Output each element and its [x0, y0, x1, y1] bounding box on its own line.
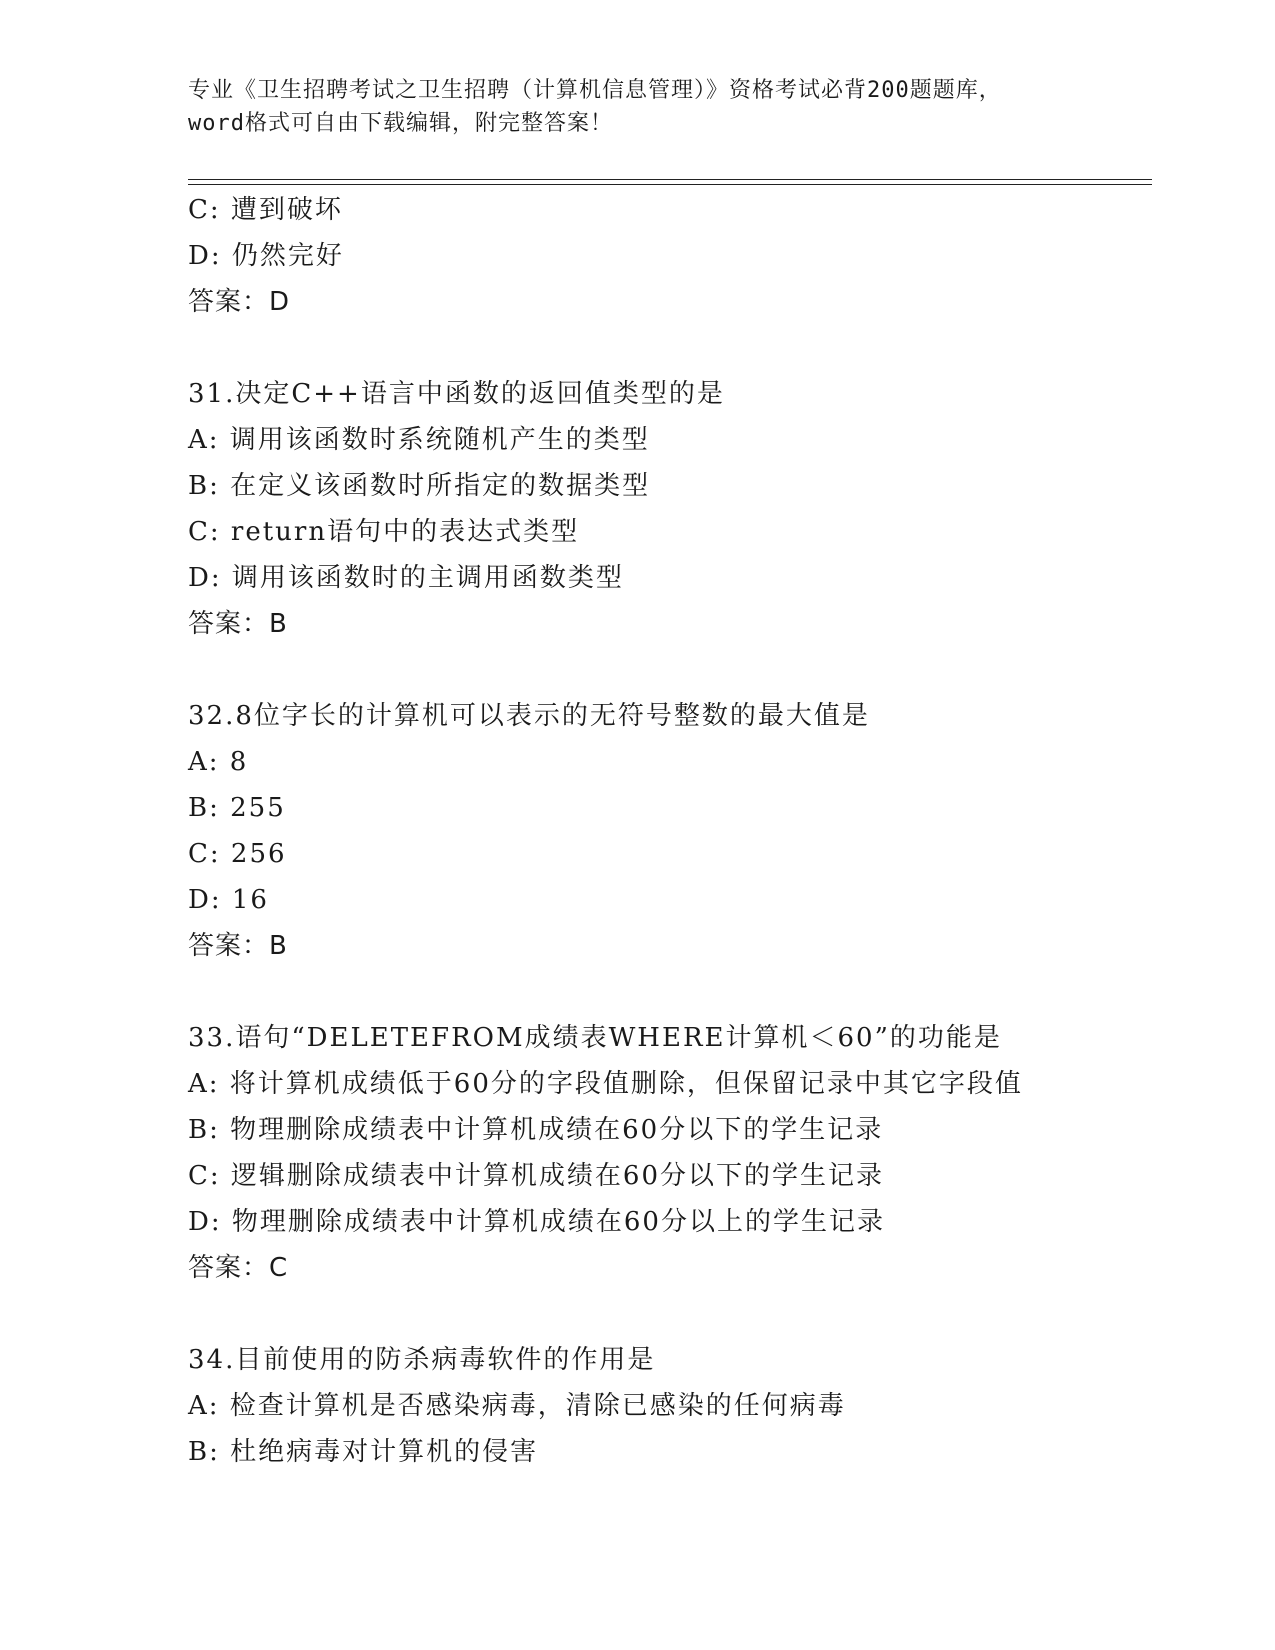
option: C: 逻辑删除成绩表中计算机成绩在60分以下的学生记录: [188, 1161, 885, 1191]
answer: 答案：C: [188, 1253, 289, 1283]
header-line-1: 专业《卫生招聘考试之卫生招聘（计算机信息管理）》资格考试必背200题题库，: [188, 78, 1002, 103]
option: C: 遭到破坏: [188, 195, 343, 225]
option: B: 在定义该函数时所指定的数据类型: [188, 471, 651, 501]
option: D: 16: [188, 885, 269, 915]
question-list: [188, 187, 1148, 1475]
option: A: 调用该函数时系统随机产生的类型: [188, 425, 650, 455]
answer: 答案：D: [188, 287, 291, 317]
option: C: return语句中的表达式类型: [188, 517, 580, 547]
option: D: 仍然完好: [188, 241, 344, 271]
option: C: 256: [188, 839, 287, 869]
question-stem: 34.目前使用的防杀病毒软件的作用是: [188, 1345, 656, 1375]
header-rule-top: [188, 179, 1152, 180]
answer: 答案：B: [188, 609, 288, 639]
option: B: 255: [188, 793, 286, 823]
answer: 答案：B: [188, 931, 288, 961]
option: D: 物理删除成绩表中计算机成绩在60分以上的学生记录: [188, 1207, 885, 1237]
header-line-2: word格式可自由下载编辑，附完整答案！: [188, 111, 613, 136]
option: B: 物理删除成绩表中计算机成绩在60分以下的学生记录: [188, 1115, 884, 1145]
option: A: 8: [188, 747, 249, 777]
question-stem: 31.决定C++语言中函数的返回值类型的是: [188, 379, 725, 409]
option: B: 杜绝病毒对计算机的侵害: [188, 1437, 539, 1467]
option: D: 调用该函数时的主调用函数类型: [188, 563, 624, 593]
option: A: 将计算机成绩低于60分的字段值删除，但保留记录中其它字段值: [188, 1069, 1023, 1099]
question-stem: 33.语句“DELETEFROM成绩表WHERE计算机＜60”的功能是: [188, 1023, 1002, 1053]
option: A: 检查计算机是否感染病毒，清除已感染的任何病毒: [188, 1391, 846, 1421]
question-stem: 32.8位字长的计算机可以表示的无符号整数的最大值是: [188, 701, 870, 731]
header-rule-bottom: [188, 184, 1152, 185]
document-header: [188, 74, 1088, 140]
